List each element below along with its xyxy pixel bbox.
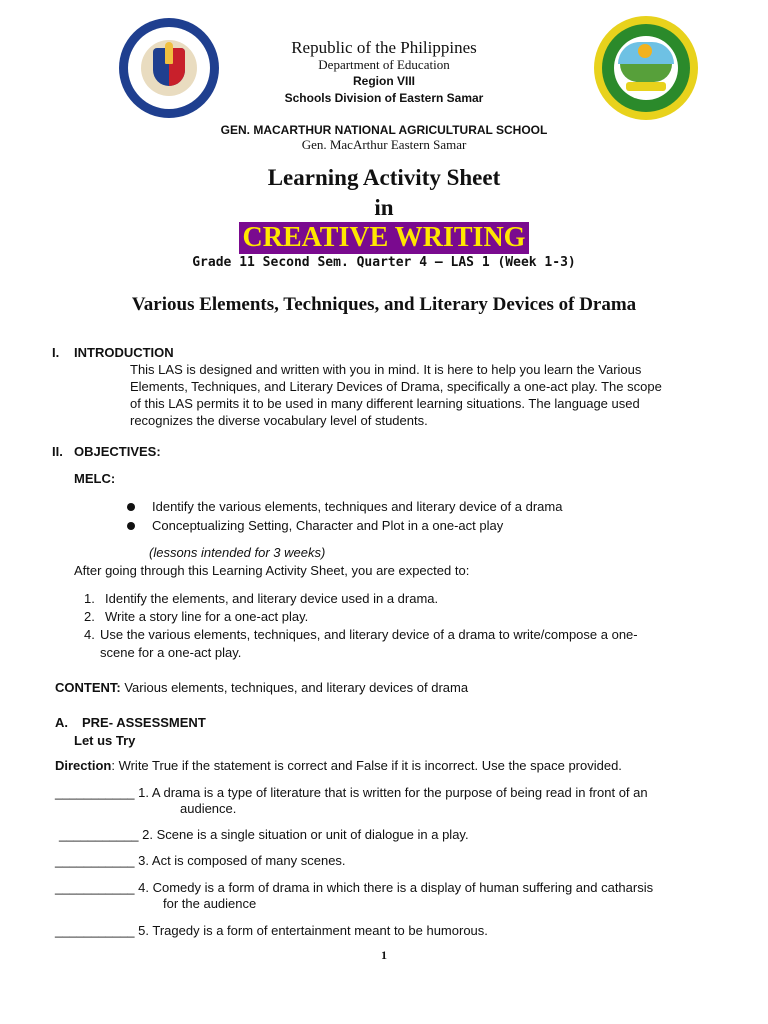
direction-text: : Write True if the statement is correct and False if it is incorrect. Use the space provided. xyxy=(111,758,622,773)
subject-banner xyxy=(0,222,768,254)
assessment-item-continued: audience. xyxy=(180,801,237,816)
objective-item-continued: scene for a one-act play. xyxy=(100,645,242,660)
objective-item: Use the various elements, techniques, and literary device of a drama to write/compose a one- xyxy=(100,627,638,642)
objective-item: Write a story line for a one-act play. xyxy=(105,609,309,624)
objective-number: 1. xyxy=(84,591,95,606)
objective-number: 2. xyxy=(84,609,95,624)
title-line-1: Learning Activity Sheet xyxy=(267,165,501,190)
subject-title: CREATIVE WRITING xyxy=(239,222,530,254)
assessment-item-text: 2. Scene is a single situation or unit of dialogue in a play. xyxy=(142,827,469,842)
assessment-item-continued: for the audience xyxy=(163,896,257,911)
bullet-icon xyxy=(127,522,135,530)
melc-item: Identify the various elements, techniques and literary device of a drama xyxy=(152,499,563,514)
assessment-item-text: 3. Act is composed of many scenes. xyxy=(138,853,346,868)
department-heading: Department of Education xyxy=(318,57,450,72)
assessment-item xyxy=(59,827,469,842)
objective-item: Identify the elements, and literary device used in a drama. xyxy=(105,591,439,606)
melc-item: Conceptualizing Setting, Character and Plot in a one-act play xyxy=(152,518,504,533)
division-heading: Schools Division of Eastern Samar xyxy=(284,91,484,105)
assessment-item-text: 1. A drama is a type of literature that is written for the purpose of being read in front of an xyxy=(138,785,648,800)
school-name: GEN. MACARTHUR NATIONAL AGRICULTURAL SCHOOL xyxy=(220,123,548,137)
page-number: 1 xyxy=(381,948,387,962)
school-address: Gen. MacArthur Eastern Samar xyxy=(301,137,467,152)
grade-quarter-line: Grade 11 Second Sem. Quarter 4 – LAS 1 (Week 1-3) xyxy=(192,255,576,270)
title-line-2: in xyxy=(374,195,394,220)
pre-assessment-heading: PRE- ASSESSMENT xyxy=(82,715,206,730)
assessment-item-text: 5. Tragedy is a form of entertainment meant to be humorous. xyxy=(138,923,488,938)
answer-blank[interactable]: ___________ xyxy=(59,827,139,842)
assessment-item-text: 4. Comedy is a form of drama in which there is a display of human suffering and catharsis xyxy=(138,880,654,895)
duration-note: (lessons intended for 3 weeks) xyxy=(149,545,326,560)
direction-label: Direction xyxy=(55,758,112,773)
objective-number: 4. xyxy=(84,627,95,642)
region-heading: Region VIII xyxy=(352,74,415,88)
answer-blank[interactable]: ___________ xyxy=(55,785,135,800)
lesson-title: Various Elements, Techniques, and Literary Devices of Drama xyxy=(131,294,637,315)
answer-blank[interactable]: ___________ xyxy=(55,880,135,895)
direction-line xyxy=(55,758,622,773)
republic-heading: Republic of the Philippines xyxy=(291,38,477,57)
objectives-intro: After going through this Learning Activity Sheet, you are expected to: xyxy=(74,563,470,578)
assessment-item xyxy=(55,923,488,938)
section-heading-intro: INTRODUCTION xyxy=(74,345,174,360)
content-line xyxy=(55,680,468,695)
answer-blank[interactable]: ___________ xyxy=(55,923,135,938)
melc-label: MELC: xyxy=(74,471,116,486)
intro-paragraph xyxy=(130,361,713,429)
intro-line: of this LAS permits it to be used in many different learning situations. The language used xyxy=(130,396,640,411)
pre-assessment-subheading: Let us Try xyxy=(74,733,136,748)
content-label: CONTENT: xyxy=(55,680,121,695)
answer-blank[interactable]: ___________ xyxy=(55,853,135,868)
section-numeral-intro: I. xyxy=(52,345,60,360)
content-text: Various elements, techniques, and literary devices of drama xyxy=(124,680,469,695)
assessment-item xyxy=(55,853,346,868)
pre-assessment-letter: A. xyxy=(55,715,68,730)
intro-line: Elements, Techniques, and Literary Devices of Drama, specifically a one-act play. The scope xyxy=(130,379,662,394)
intro-line: This LAS is designed and written with you in mind. It is here to help you learn the Various xyxy=(130,362,642,377)
section-heading-objectives: OBJECTIVES: xyxy=(74,444,161,459)
intro-line: recognizes the diverse vocabulary level of students. xyxy=(130,413,428,428)
bullet-icon xyxy=(127,503,135,511)
assessment-item xyxy=(55,880,713,895)
section-numeral-objectives: II. xyxy=(52,444,63,459)
assessment-item xyxy=(55,785,713,800)
